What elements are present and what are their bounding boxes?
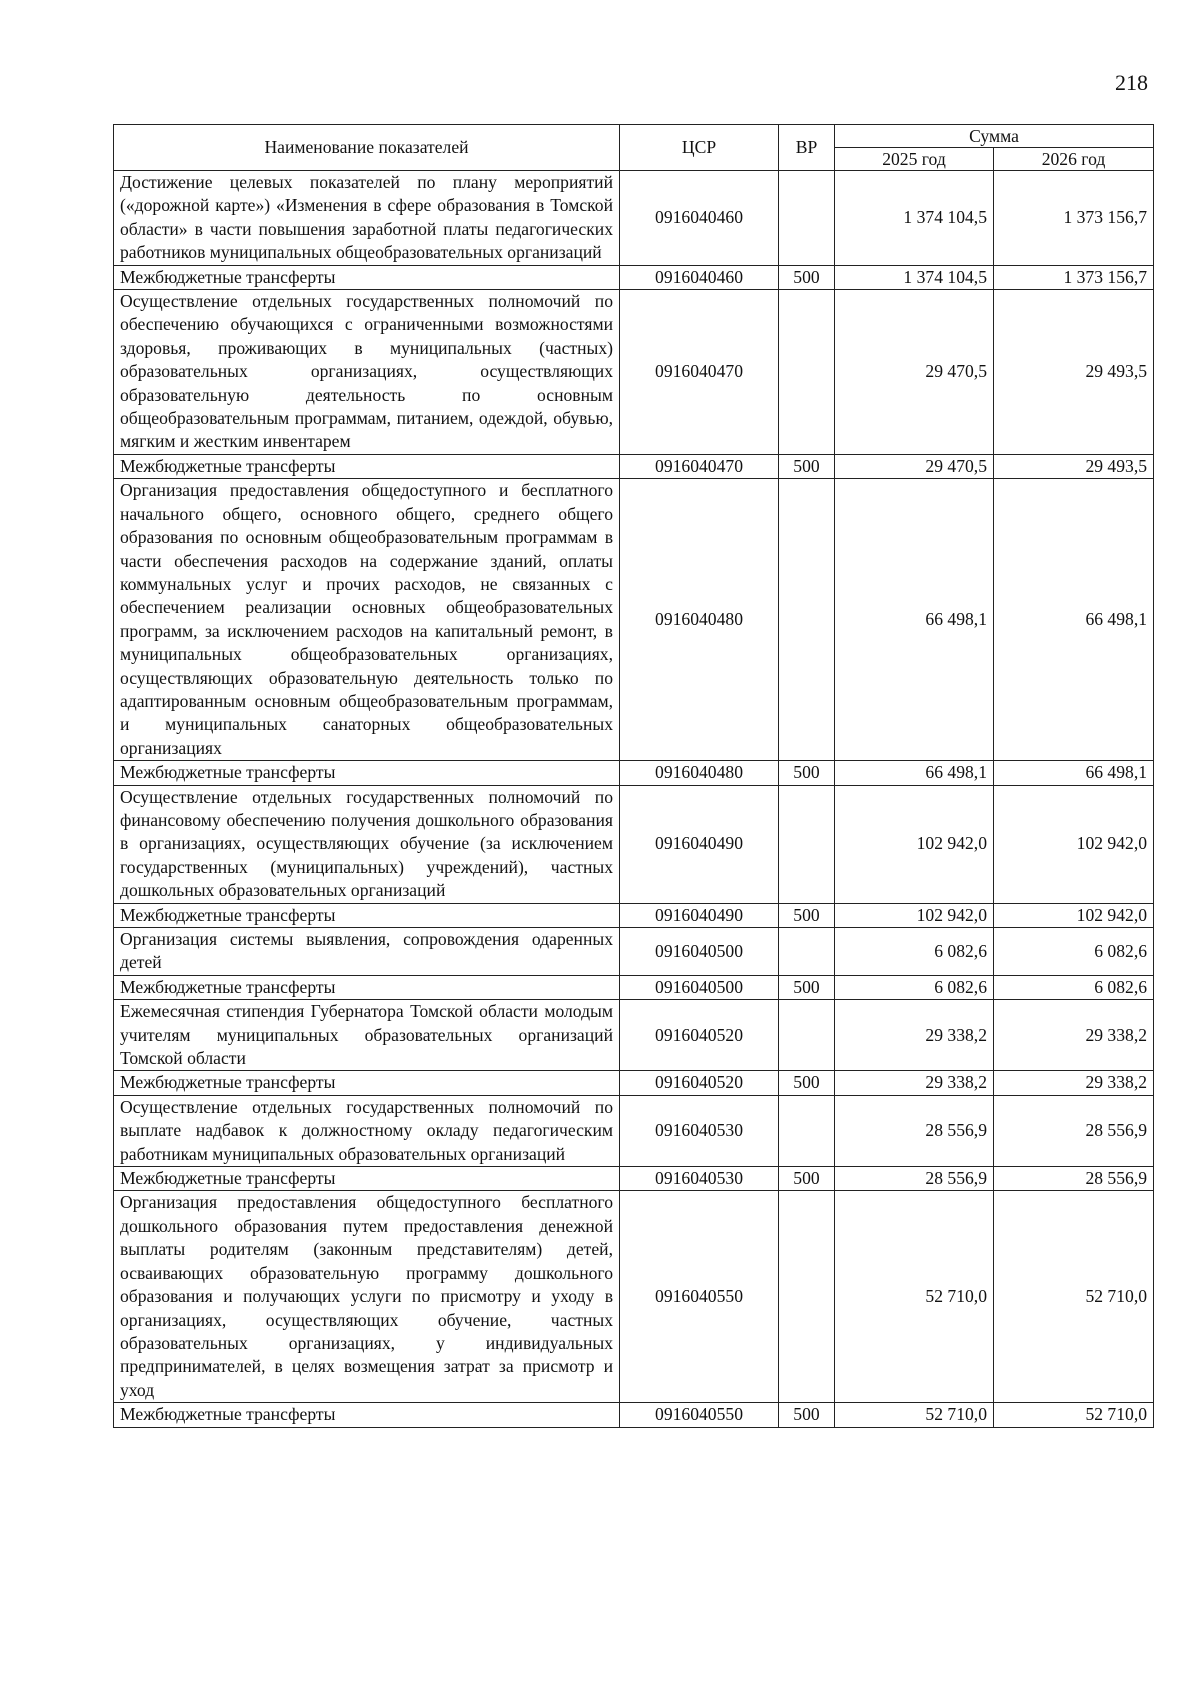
header-year-2025: 2025 год [835, 148, 994, 171]
row-amount-2026: 29 338,2 [994, 1071, 1154, 1095]
row-amount-2025: 1 374 104,5 [835, 171, 994, 266]
row-name: Межбюджетные трансферты [114, 903, 620, 927]
row-amount-2026: 102 942,0 [994, 785, 1154, 903]
row-name: Организация системы выявления, сопровождения одаренных детей [114, 928, 620, 976]
row-code: 0916040530 [620, 1095, 779, 1166]
row-amount-2026: 6 082,6 [994, 975, 1154, 999]
row-name: Межбюджетные трансферты [114, 975, 620, 999]
row-vr: 500 [779, 903, 835, 927]
row-amount-2026: 6 082,6 [994, 928, 1154, 976]
row-code: 0916040520 [620, 1000, 779, 1071]
table-row [114, 903, 1154, 927]
row-amount-2026: 29 493,5 [994, 454, 1154, 478]
row-amount-2025: 6 082,6 [835, 928, 994, 976]
row-vr [779, 785, 835, 903]
row-vr: 500 [779, 1167, 835, 1191]
row-vr [779, 1000, 835, 1071]
header-code: ЦСР [620, 125, 779, 171]
row-amount-2026: 28 556,9 [994, 1167, 1154, 1191]
table-row [114, 1095, 1154, 1166]
table-row [114, 454, 1154, 478]
table-row [114, 1071, 1154, 1095]
row-amount-2025: 102 942,0 [835, 903, 994, 927]
table-row [114, 1000, 1154, 1071]
row-name: Ежемесячная стипендия Губернатора Томской области молодым учителям муниципальных образовательных организаций Томской области [114, 1000, 620, 1071]
row-vr [779, 1095, 835, 1166]
row-amount-2025: 6 082,6 [835, 975, 994, 999]
header-vr: ВР [779, 125, 835, 171]
row-amount-2025: 29 470,5 [835, 290, 994, 455]
row-amount-2026: 66 498,1 [994, 761, 1154, 785]
row-vr: 500 [779, 1071, 835, 1095]
table-body [114, 171, 1154, 1428]
row-amount-2026: 66 498,1 [994, 479, 1154, 761]
row-amount-2026: 52 710,0 [994, 1191, 1154, 1403]
header-sum: Сумма [835, 125, 1154, 148]
row-vr: 500 [779, 975, 835, 999]
row-name: Межбюджетные трансферты [114, 454, 620, 478]
table-row [114, 928, 1154, 976]
row-code: 0916040480 [620, 479, 779, 761]
row-name: Осуществление отдельных государственных полномочий по обеспечению обучающихся с ограниченными возможностями здоровья, проживающих в муниципальных (частных) образовательных организациях, осуществляющих образовательную деятельность по основным общеобразовательным программам, питанием, одеждой, обувью, мягким и жестким инвентарем [114, 290, 620, 455]
row-amount-2025: 52 710,0 [835, 1191, 994, 1403]
row-vr [779, 928, 835, 976]
row-vr: 500 [779, 761, 835, 785]
row-amount-2026: 52 710,0 [994, 1403, 1154, 1427]
row-vr: 500 [779, 265, 835, 289]
row-code: 0916040550 [620, 1403, 779, 1427]
row-amount-2025: 28 556,9 [835, 1095, 994, 1166]
row-code: 0916040490 [620, 903, 779, 927]
table-row [114, 975, 1154, 999]
table-row [114, 761, 1154, 785]
row-name: Организация предоставления общедоступного бесплатного дошкольного образования путем предоставления денежной выплаты родителям (законным представителям) детей, осваивающих образовательную программу дошкольного образования и получающих услуги по присмотру и уходу в организациях, осуществляющих обучение, частных образовательных организациях, у индивидуальных предпринимателей, в целях возмещения затрат за присмотр и уход [114, 1191, 620, 1403]
table-row [114, 265, 1154, 289]
row-name: Организация предоставления общедоступного и бесплатного начального общего, основного общего, среднего общего образования по основным общеобразовательным программам в части обеспечения расходов на содержание зданий, оплаты коммунальных услуг и прочих расходов, не связанных с обеспечением реализации основных общеобразовательных программ, за исключением расходов на капитальный ремонт, в муниципальных общеобразовательных организациях, осуществляющих образовательную деятельность только по адаптированным основным общеобразовательным программам, и муниципальных санаторных общеобразовательных организациях [114, 479, 620, 761]
row-code: 0916040470 [620, 454, 779, 478]
row-vr: 500 [779, 454, 835, 478]
page-number: 218 [1115, 70, 1148, 95]
header-name: Наименование показателей [114, 125, 620, 171]
row-name: Осуществление отдельных государственных полномочий по выплате надбавок к должностному окладу педагогическим работникам муниципальных образовательных организаций [114, 1095, 620, 1166]
row-amount-2026: 29 493,5 [994, 290, 1154, 455]
row-code: 0916040500 [620, 928, 779, 976]
row-amount-2026: 28 556,9 [994, 1095, 1154, 1166]
row-vr: 500 [779, 1403, 835, 1427]
table-row [114, 171, 1154, 266]
row-amount-2025: 29 338,2 [835, 1071, 994, 1095]
row-name: Осуществление отдельных государственных полномочий по финансовому обеспечению получения дошкольного образования в организациях, осуществляющих обучение (за исключением государственных (муниципальных) учреждений), частных дошкольных образовательных организаций [114, 785, 620, 903]
table-row [114, 1403, 1154, 1427]
row-code: 0916040500 [620, 975, 779, 999]
row-name: Межбюджетные трансферты [114, 1167, 620, 1191]
row-code: 0916040550 [620, 1191, 779, 1403]
row-amount-2025: 29 338,2 [835, 1000, 994, 1071]
row-amount-2025: 66 498,1 [835, 761, 994, 785]
budget-table [113, 124, 1154, 1428]
row-code: 0916040480 [620, 761, 779, 785]
row-amount-2025: 1 374 104,5 [835, 265, 994, 289]
table-row [114, 785, 1154, 903]
row-amount-2025: 52 710,0 [835, 1403, 994, 1427]
row-code: 0916040520 [620, 1071, 779, 1095]
row-name: Межбюджетные трансферты [114, 1071, 620, 1095]
row-code: 0916040530 [620, 1167, 779, 1191]
row-amount-2026: 102 942,0 [994, 903, 1154, 927]
table-row [114, 290, 1154, 455]
row-code: 0916040460 [620, 265, 779, 289]
row-amount-2026: 1 373 156,7 [994, 171, 1154, 266]
row-vr [779, 1191, 835, 1403]
table-row [114, 1167, 1154, 1191]
header-year-2026: 2026 год [994, 148, 1154, 171]
row-amount-2025: 28 556,9 [835, 1167, 994, 1191]
row-amount-2025: 66 498,1 [835, 479, 994, 761]
row-code: 0916040470 [620, 290, 779, 455]
row-name: Межбюджетные трансферты [114, 761, 620, 785]
row-vr [779, 479, 835, 761]
row-name: Достижение целевых показателей по плану мероприятий («дорожной карте») «Изменения в сфере образования в Томской области» в части повышения заработной платы педагогических работников муниципальных общеобразовательных организаций [114, 171, 620, 266]
row-amount-2025: 29 470,5 [835, 454, 994, 478]
row-amount-2026: 29 338,2 [994, 1000, 1154, 1071]
row-code: 0916040490 [620, 785, 779, 903]
row-amount-2025: 102 942,0 [835, 785, 994, 903]
row-vr [779, 171, 835, 266]
table-row [114, 479, 1154, 761]
table-row [114, 1191, 1154, 1403]
row-code: 0916040460 [620, 171, 779, 266]
table-header [114, 125, 1154, 171]
row-name: Межбюджетные трансферты [114, 265, 620, 289]
row-vr [779, 290, 835, 455]
row-amount-2026: 1 373 156,7 [994, 265, 1154, 289]
row-name: Межбюджетные трансферты [114, 1403, 620, 1427]
